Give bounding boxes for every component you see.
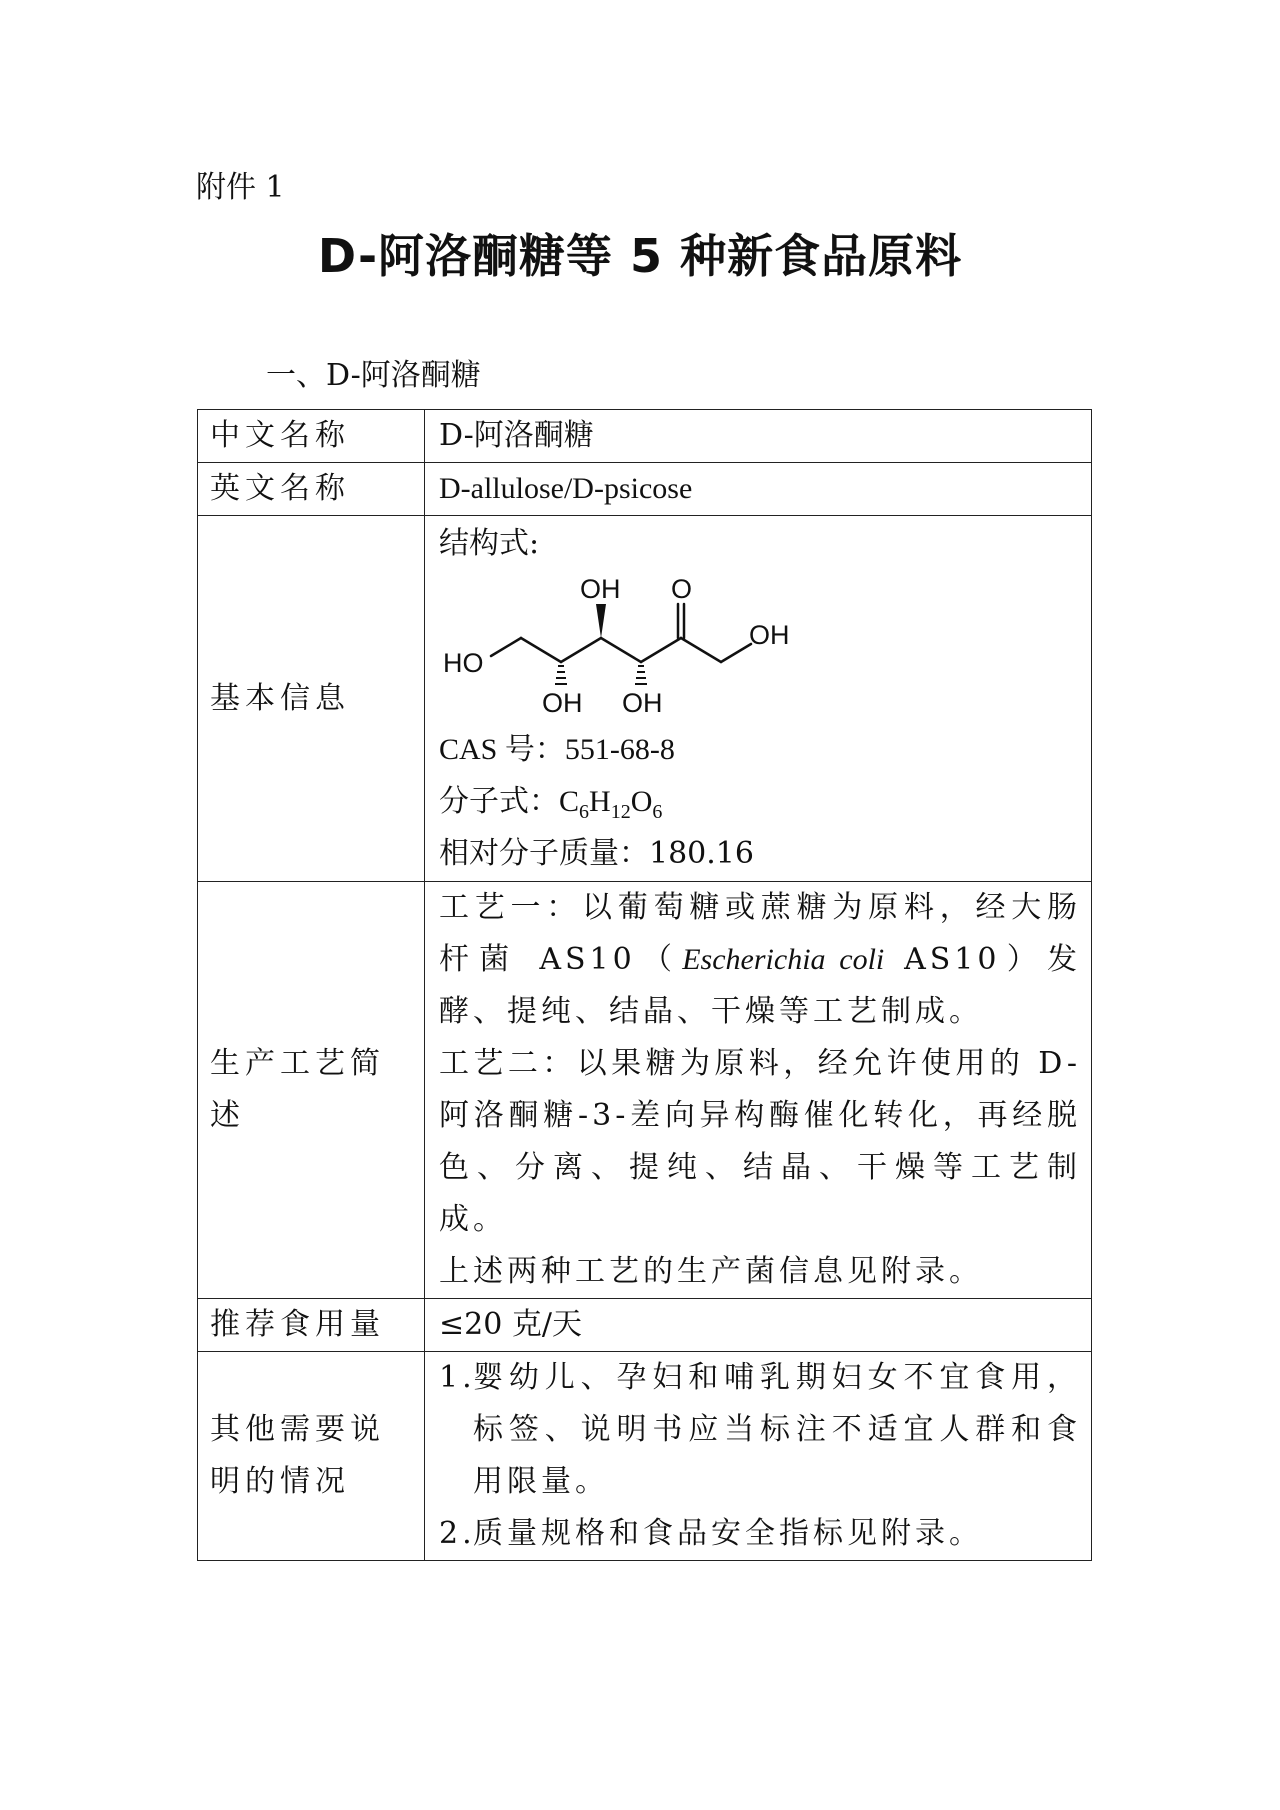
- other-item-1: 1. 婴幼儿、孕妇和哺乳期妇女不宜食用，标签、说明书应当标注不适宜人群和食用限量。: [439, 1360, 1081, 1499]
- label-chinese-name: 中文名称: [198, 410, 425, 463]
- process-two: 工艺二：以果糖为原料，经允许使用的 D-阿洛酮糖-3-差向异构酶催化转化，再经脱色、分离、提纯、结晶、干燥等工艺制成。: [439, 1046, 1081, 1237]
- value-process: [425, 882, 1092, 1299]
- info-table: [197, 409, 1092, 1561]
- section-heading: 一、D-阿洛酮糖: [266, 358, 481, 393]
- value-basic-info: [425, 516, 1092, 882]
- molecular-weight: 相对分子质量：180.16: [439, 835, 754, 871]
- molecular-formula: [439, 776, 1081, 828]
- row-dosage: [198, 1299, 1092, 1352]
- label-basic-info: 基本信息: [198, 516, 425, 882]
- value-other: [425, 1352, 1092, 1561]
- row-english-name: [198, 463, 1092, 516]
- attachment-label: 附件 1: [196, 170, 285, 205]
- row-other: [198, 1352, 1092, 1561]
- formula-prefix: 分子式：: [439, 783, 559, 819]
- atom-oh-bottom-left: OH: [542, 687, 583, 718]
- process-note: 上述两种工艺的生产菌信息见附录。: [439, 1254, 983, 1289]
- other-item-2: 2. 质量规格和食品安全指标见附录。: [439, 1516, 983, 1551]
- value-english-name: D-allulose/D-psicose: [425, 463, 1092, 516]
- label-english-name: 英文名称: [198, 463, 425, 516]
- formula-value: $C_6H_{12}O_6$: [559, 784, 663, 823]
- atom-oh-right: OH: [749, 619, 790, 650]
- atom-oh-top: OH: [580, 573, 621, 604]
- process-one: 工艺一：以葡萄糖或蔗糖为原料，经大肠杆菌 AS10（Escherichia coli AS10）发酵、提纯、结晶、干燥等工艺制成。: [439, 890, 1081, 1029]
- bacteria-name: Escherichia coli: [682, 943, 885, 976]
- row-process: [198, 882, 1092, 1299]
- value-dosage: ≤20 克/天: [425, 1299, 1092, 1352]
- value-chinese-name: D-阿洛酮糖: [425, 410, 1092, 463]
- atom-o-carbonyl: O: [671, 573, 693, 604]
- row-basic-info: [198, 516, 1092, 882]
- structural-formula: [439, 574, 799, 722]
- label-other: 其他需要说明的情况: [198, 1352, 425, 1561]
- label-dosage: 推荐食用量: [198, 1299, 425, 1352]
- structure-label: 结构式:: [439, 525, 540, 561]
- atom-oh-bottom-right: OH: [622, 687, 663, 718]
- atom-ho-left: HO: [443, 647, 484, 678]
- cas-number: CAS 号：551-68-8: [439, 732, 675, 766]
- label-process: 生产工艺简述: [198, 882, 425, 1299]
- row-chinese-name: [198, 410, 1092, 463]
- document-title: D-阿洛酮糖等 5 种新食品原料: [317, 229, 963, 283]
